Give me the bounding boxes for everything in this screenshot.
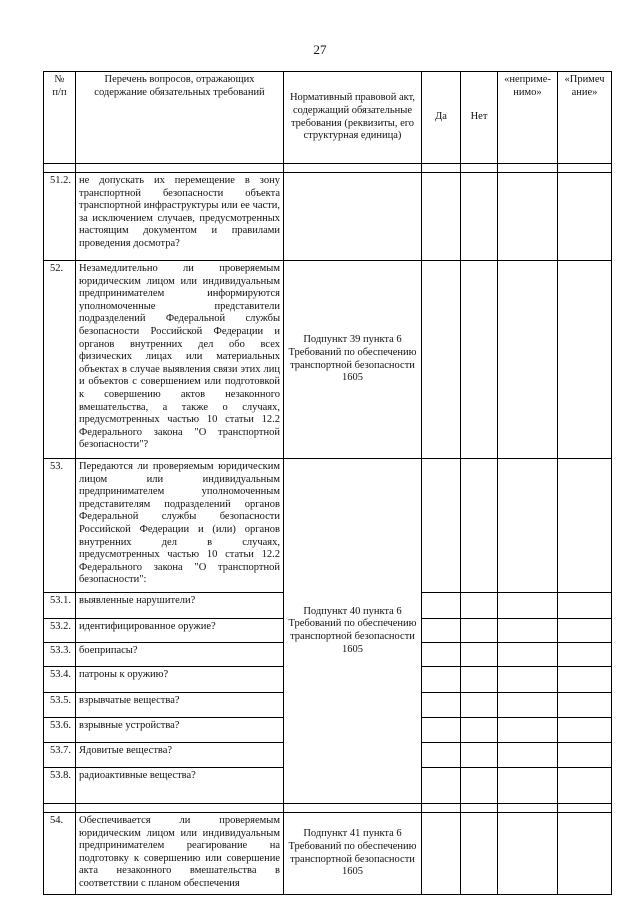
- yes-cell[interactable]: [422, 643, 461, 667]
- spacer-cell: [558, 164, 612, 173]
- not-applicable-cell[interactable]: [498, 619, 558, 643]
- row-number: 53.2.: [44, 619, 76, 643]
- spacer-cell: [461, 164, 498, 173]
- note-cell[interactable]: [558, 743, 612, 768]
- spacer-cell: [422, 164, 461, 173]
- note-cell[interactable]: [558, 459, 612, 593]
- no-cell[interactable]: [461, 173, 498, 261]
- normative-reference: Подпункт 40 пункта 6 Требований по обеспечению транспортной безопасности 1605: [284, 459, 422, 804]
- row-number: 53.6.: [44, 718, 76, 743]
- no-cell[interactable]: [461, 743, 498, 768]
- not-applicable-cell[interactable]: [498, 718, 558, 743]
- not-applicable-cell[interactable]: [498, 173, 558, 261]
- question-text: Ядовитые вещества?: [76, 743, 284, 768]
- yes-cell[interactable]: [422, 459, 461, 593]
- no-cell[interactable]: [461, 459, 498, 593]
- table-row: [44, 813, 612, 895]
- yes-cell[interactable]: [422, 619, 461, 643]
- row-number: 53.7.: [44, 743, 76, 768]
- row-number: 52.: [44, 261, 76, 459]
- not-applicable-cell[interactable]: [498, 693, 558, 718]
- no-cell[interactable]: [461, 593, 498, 619]
- not-applicable-cell[interactable]: [498, 459, 558, 593]
- header-num: № п/п: [44, 72, 76, 164]
- question-text: взрывные устройства?: [76, 718, 284, 743]
- row-number: 53.5.: [44, 693, 76, 718]
- row-number: 53.3.: [44, 643, 76, 667]
- note-cell[interactable]: [558, 619, 612, 643]
- row-number: 54.: [44, 813, 76, 895]
- not-applicable-cell[interactable]: [498, 261, 558, 459]
- spacer-cell: [44, 804, 76, 813]
- spacer-cell: [44, 164, 76, 173]
- yes-cell[interactable]: [422, 768, 461, 804]
- yes-cell[interactable]: [422, 173, 461, 261]
- no-cell[interactable]: [461, 718, 498, 743]
- row-number: 53.8.: [44, 768, 76, 804]
- note-cell[interactable]: [558, 693, 612, 718]
- yes-cell[interactable]: [422, 593, 461, 619]
- header-yes: Да: [422, 72, 461, 164]
- no-cell[interactable]: [461, 667, 498, 693]
- row-number: 51.2.: [44, 173, 76, 261]
- spacer-cell: [76, 804, 284, 813]
- page-number: 27: [313, 42, 327, 57]
- not-applicable-cell[interactable]: [498, 813, 558, 895]
- row-number: 53.4.: [44, 667, 76, 693]
- header-not-applicable: «непримe-нимо»: [498, 72, 558, 164]
- note-cell[interactable]: [558, 718, 612, 743]
- no-cell[interactable]: [461, 643, 498, 667]
- header-normative: Нормативный правовой акт, содержащий обязательные требования (реквизиты, его структурная единица): [284, 72, 422, 164]
- no-cell[interactable]: [461, 261, 498, 459]
- no-cell[interactable]: [461, 768, 498, 804]
- spacer-row: [44, 164, 612, 173]
- spacer-cell: [498, 164, 558, 173]
- spacer-cell: [76, 164, 284, 173]
- table-row: [44, 459, 612, 593]
- spacer-cell: [461, 804, 498, 813]
- question-text: взрывчатые вещества?: [76, 693, 284, 718]
- not-applicable-cell[interactable]: [498, 593, 558, 619]
- normative-reference: Подпункт 39 пункта 6 Требований по обеспечению транспортной безопасности 1605: [284, 261, 422, 459]
- note-cell[interactable]: [558, 593, 612, 619]
- not-applicable-cell[interactable]: [498, 768, 558, 804]
- note-cell[interactable]: [558, 261, 612, 459]
- question-text: Незамедлительно ли проверяемым юридическим лицом или индивидуальным предпринимателем информируются уполномоченные представители подразделений Федеральной службы безопасности Российской Федерации и органов внутренних дел обо всех физических лицах или материальных объектах в случае выявления связи этих лиц и объектов с совершением или подготовкой к совершению актов незаконного вмешательства, а также о случаях, предусмотренных частью 10 статьи 12.2 Федерального закона "О транспортной безопасности"?: [76, 261, 284, 459]
- note-cell[interactable]: [558, 643, 612, 667]
- question-text: Обеспечивается ли проверяемым юридическим лицом или индивидуальным предпринимателем реагирование на подготовку к совершению или совершение акта незаконного вмешательства в соответствии с планом обеспечения: [76, 813, 284, 895]
- yes-cell[interactable]: [422, 667, 461, 693]
- note-cell[interactable]: [558, 667, 612, 693]
- yes-cell[interactable]: [422, 693, 461, 718]
- table-row: [44, 173, 612, 261]
- yes-cell[interactable]: [422, 718, 461, 743]
- spacer-cell: [422, 804, 461, 813]
- checklist-table: [43, 71, 612, 895]
- question-text: не допускать их перемещение в зону транспортной безопасности объекта транспортной инфраструктуры или ее части, за исключением случаев, предусмотренных настоящим документом и правилами проведения досмотра?: [76, 173, 284, 261]
- spacer-cell: [558, 804, 612, 813]
- not-applicable-cell[interactable]: [498, 667, 558, 693]
- not-applicable-cell[interactable]: [498, 743, 558, 768]
- note-cell[interactable]: [558, 173, 612, 261]
- not-applicable-cell[interactable]: [498, 643, 558, 667]
- row-number: 53.1.: [44, 593, 76, 619]
- question-text: боеприпасы?: [76, 643, 284, 667]
- no-cell[interactable]: [461, 619, 498, 643]
- yes-cell[interactable]: [422, 261, 461, 459]
- normative-reference: Подпункт 41 пункта 6 Требований по обеспечению транспортной безопасности 1605: [284, 813, 422, 895]
- no-cell[interactable]: [461, 813, 498, 895]
- header-row: [44, 72, 612, 164]
- question-text: Передаются ли проверяемым юридическим лицом или индивидуальным предпринимателем уполномоченным представителям подразделений органов Федеральной службы безопасности Российской Федерации и (или) органов внутренних дел в случаях, предусмотренных частью 10 статьи 12.2 Федерального закона "О транспортной безопасности":: [76, 459, 284, 593]
- no-cell[interactable]: [461, 693, 498, 718]
- row-number: 53.: [44, 459, 76, 593]
- yes-cell[interactable]: [422, 743, 461, 768]
- question-text: выявленные нарушители?: [76, 593, 284, 619]
- note-cell[interactable]: [558, 768, 612, 804]
- header-no: Нет: [461, 72, 498, 164]
- spacer-cell: [498, 804, 558, 813]
- question-text: идентифицированное оружие?: [76, 619, 284, 643]
- normative-cell: [284, 173, 422, 261]
- header-question: Перечень вопросов, отражающих содержание обязательных требований: [76, 72, 284, 164]
- table-row: [44, 261, 612, 459]
- spacer-row: [44, 804, 612, 813]
- header-note: «Примеч ание»: [558, 72, 612, 164]
- yes-cell[interactable]: [422, 813, 461, 895]
- spacer-cell: [284, 804, 422, 813]
- spacer-cell: [284, 164, 422, 173]
- note-cell[interactable]: [558, 813, 612, 895]
- question-text: патроны к оружию?: [76, 667, 284, 693]
- question-text: радиоактивные вещества?: [76, 768, 284, 804]
